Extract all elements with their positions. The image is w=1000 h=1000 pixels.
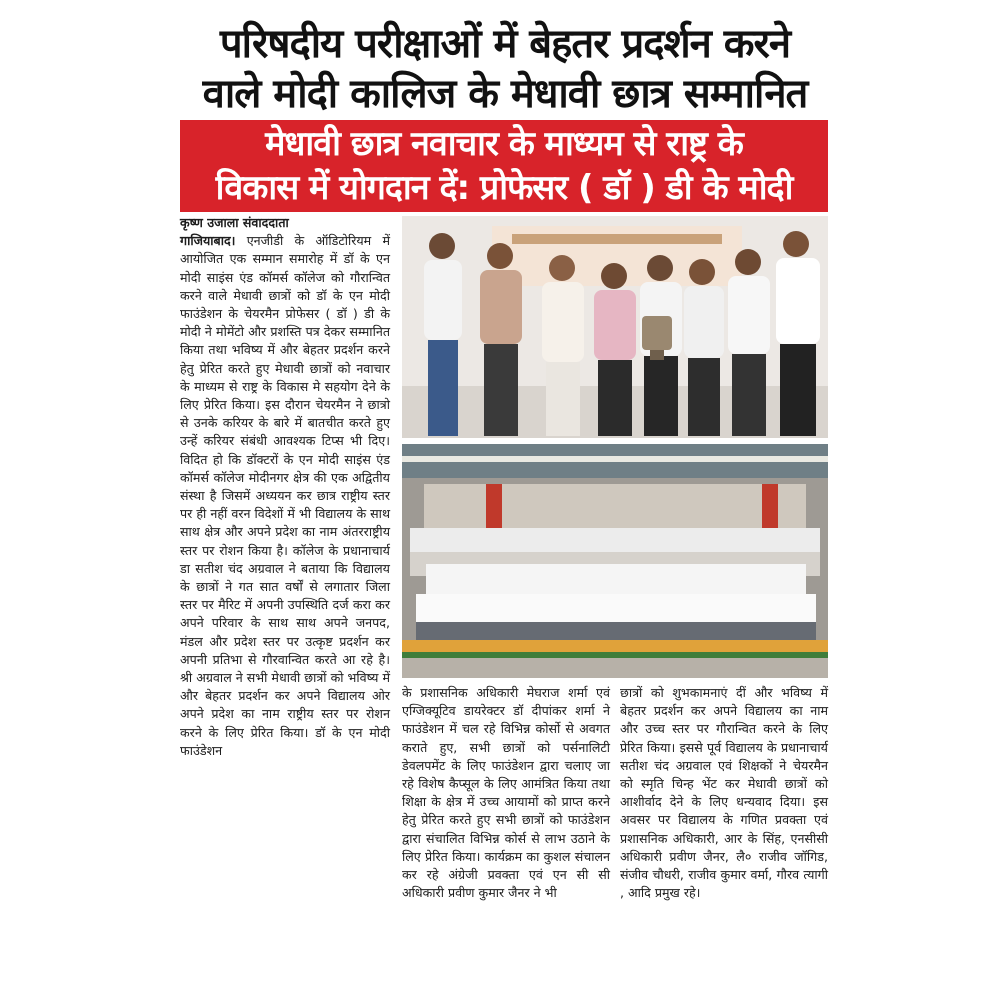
flower-decoration	[402, 640, 828, 658]
photo-felicitation-stage	[402, 216, 828, 438]
students-front-row	[416, 594, 816, 640]
photo-felicitation-illustration	[402, 216, 828, 438]
column-1-text: एनजीडी के ऑडिटोरियम में आयोजित एक सम्मान समारोह में डॉ के एन मोदी साइंस एंड कॉमर्स कॉलेज को गौरान्वित करने वाले मेधावी छात्रों को डॉ के एन मोदी फाउंडेशन के चेयरमैन प्रोफेसर ( डॉ ) डी के मोदी ने मोमेंटो और प्रशस्ति पत्र देकर सम्मानित किया तथा भविष्य में और बेहतर प्रदर्शन करने हेतु प्रेरित करते हुए मेधावी छात्रों को नवाचार के माध्यम से राष्ट्र के विकास मे सहयोग देने के लिए प्रेरित किया। इस दौरान चेयरमैन ने छात्रो से उनके करियर के बारे में बातचीत करते हुए उन्हें करियर संबंधी आवश्यक टिप्स भी दिए। विदित हो कि डॉक्टरों के एन मोदी साइंस एंड कॉमर्स कॉलेज मोदीनगर क्षेत्र की एक अद्वितीय संस्था है जिसमें अध्ययन कर छात्र राष्ट्रीय स्तर पर ही नहीं वरन विदेशों में भी विद्यालय के साथ साथ क्षेत्र और अपने प्रदेश का नाम अंतरराष्ट्रीय स्तर पर रोशन किया है। कॉलेज के प्रधानाचार्य डा सतीश चंद अग्रवाल ने बताया कि विद्यालय के छात्रों ने गत सात वर्षों से लगातार जिला स्तर पर मैरिट में अपनी उपस्थिति दर्ज करा कर अपने परिवार के साथ साथ अपने जनपद, मंडल और प्रदेश स्तर पर उत्कृष्ट प्रदर्शन कर अपनी प्रतिभा से गौरवान्वित करते आ रहे है। श्री अग्रवाल ने सभी मेधावी छात्रों को भविष्य में और बेहतर प्रदर्शन कर अपने विद्यालय ओर अपने प्रदेश का नाम राष्ट्रीय स्तर पर रोशन करने के लिए प्रेरित किया। डॉ के एन मोदी फाउंडेशन	[180, 233, 390, 758]
subheadline-line-2: विकास में योगदान दें: प्रोफेसर ( डॉ ) डी के मोदी	[215, 168, 793, 208]
subheadline-line-1: मेधावी छात्र नवाचार के माध्यम से राष्ट्र के	[265, 124, 743, 164]
headline-line-2: वाले मोदी कालिज के मेधावी छात्र सम्मानित	[202, 71, 808, 117]
article-column-2: के प्रशासनिक अधिकारी मेघराज शर्मा एवं एग्जिक्यूटिव डायरेक्टर डॉ दीपांकर शर्मा ने फाउंडेशन में चल रहे विभिन्न कोर्सो से अवगत कराते हुए, सभी छात्रों को पर्सनालिटी डेवलपमेंट के लिए फाउंडेशन द्वारा चलाए जा रहे विशेष कैप्सूल के लिए आमंत्रित किया तथा शिक्षा के क्षेत्र में उच्च आयामों को प्राप्त करने हेतु प्रेरित करते हुए सभी छात्रों को फाउंडेशन द्वारा संचालित विभिन्न कोर्स से लाभ उठाने के लिए प्रेरित किया। कार्यक्रम का कुशल संचालन कर रहे अंग्रेजी प्रवक्ता एवं एन सी सी अधिकारी प्रवीण कुमार जैनर ने भी	[402, 685, 610, 901]
photo-group-illustration	[402, 444, 828, 678]
headline-line-1: परिषदीय परीक्षाओं में बेहतर प्रदर्शन करने	[219, 21, 791, 67]
article-column-3: छात्रों को शुभकामनाएं दीं और भविष्य में बेहतर प्रदर्शन कर अपने विद्यालय का नाम और उच्च स्तर पर गौरान्वित करने के लिए प्रेरित किया। इससे पूर्व विद्यालय के प्रधानाचार्य सतीश चंद अग्रवाल एवं शिक्षकों ने चेयरमैन को स्मृति चिन्ह भेंट कर मेधावी छात्रों को आशीर्वाद देने के लिए धन्यवाद दिया। इस अवसर पर विद्यालय के गणित प्रवक्ता एवं प्रशासनिक अधिकारी, आर के सिंह, एनसीसी अधिकारी प्रवीण जैनर, लै० राजीव जॉगिड, संजीव चौधरी, राजीव कुमार वर्मा, गौरव त्यागी , आदि प्रमुख रहे।	[620, 685, 828, 901]
byline: कृष्ण उजाला संवाददाता	[180, 215, 289, 230]
photo-group-students	[402, 444, 828, 678]
dateline: गाजियाबाद।	[180, 233, 236, 249]
article-column-1	[180, 214, 390, 760]
